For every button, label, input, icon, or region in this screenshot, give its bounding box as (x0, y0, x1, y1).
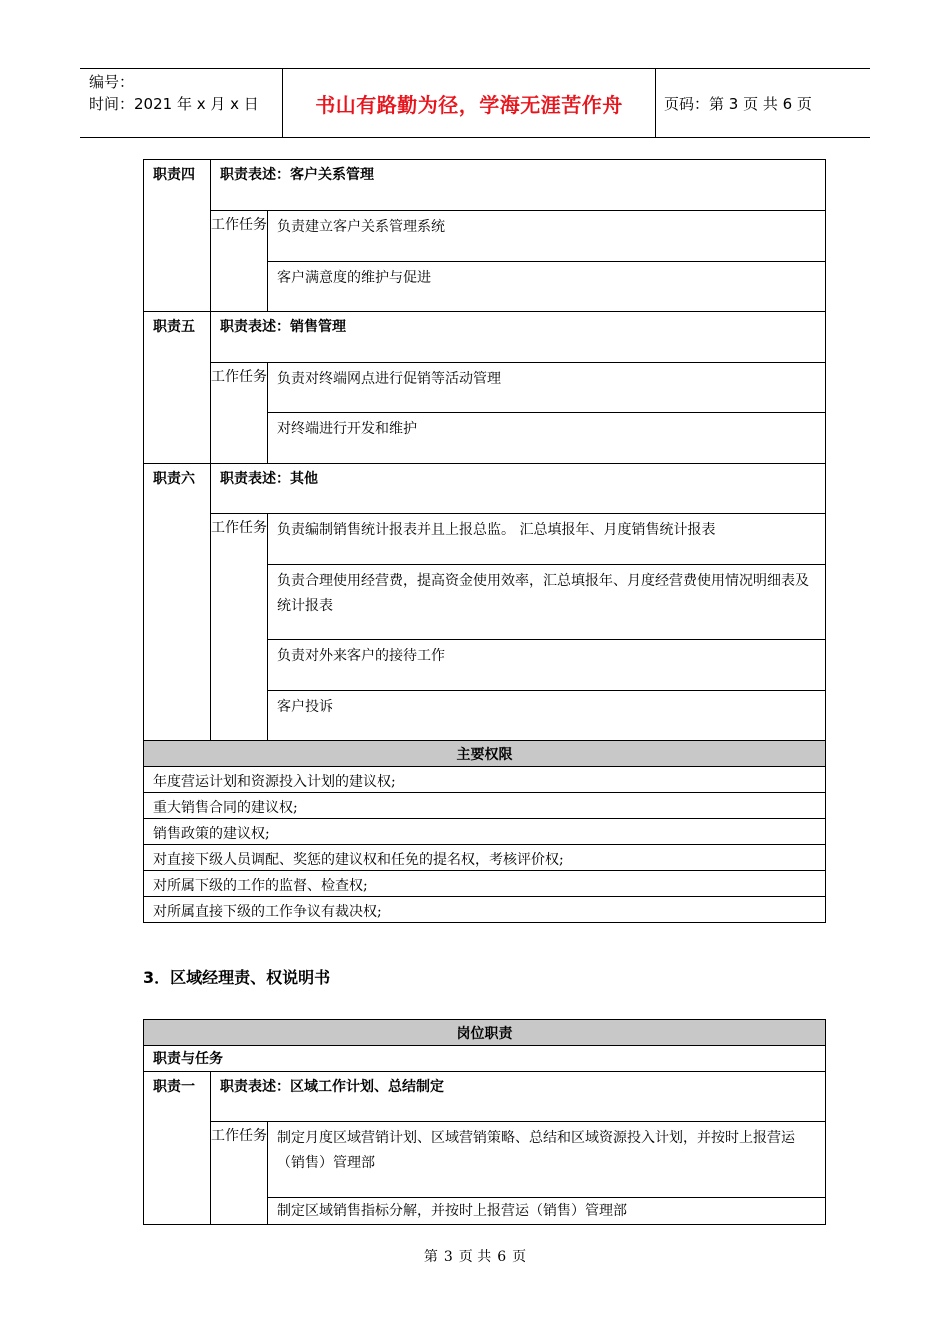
task-label: 工作任务 (211, 363, 268, 464)
task-item: 负责对终端网点进行促销等活动管理 (268, 363, 826, 413)
regional-subtitle: 职责与任务 (144, 1046, 826, 1072)
footer-page-number: 3 (443, 1249, 453, 1265)
authority-header-row (144, 741, 826, 767)
duty-label: 职责六 (144, 464, 211, 741)
duty-row (144, 1072, 826, 1122)
task-item: 制定月度区域营销计划、区域营销策略、总结和区域资源投入计划，并按时上报营运（销售）管理部 (268, 1122, 826, 1198)
task-label: 工作任务 (211, 211, 268, 312)
regional-subtitle-row (144, 1046, 826, 1072)
document-number-label: 编号： (89, 73, 135, 91)
header-meta-cell (80, 69, 283, 137)
authority-item: 销售政策的建议权; (144, 819, 826, 845)
motto-text: 书山有路勤为径，学海无涯苦作舟 (315, 92, 623, 117)
task-item: 负责建立客户关系管理系统 (268, 211, 826, 262)
regional-header-row (144, 1020, 826, 1046)
authority-item: 年度营运计划和资源投入计划的建议权; (144, 767, 826, 793)
task-row (144, 211, 826, 262)
task-row (144, 514, 826, 565)
task-item: 负责对外来客户的接待工作 (268, 640, 826, 691)
authority-title: 主要权限 (144, 741, 826, 767)
header-motto-cell (283, 69, 656, 137)
duty-description: 职责表述：客户关系管理 (211, 160, 826, 211)
footer-prefix: 第 (423, 1249, 438, 1265)
task-item: 负责编制销售统计报表并且上报总监。 汇总填报年、月度销售统计报表 (268, 514, 826, 565)
authority-item: 对所属直接下级的工作争议有裁决权; (144, 897, 826, 923)
authority-row (144, 897, 826, 923)
duty-label: 职责五 (144, 312, 211, 464)
duty-row (144, 464, 826, 514)
duty-label: 职责一 (144, 1072, 211, 1225)
task-item: 负责合理使用经营费，提高资金使用效率，汇总填报年、月度经营费使用情况明细表及统计报表 (268, 565, 826, 640)
regional-duties-table (143, 1019, 826, 1225)
authority-item: 重大销售合同的建议权; (144, 793, 826, 819)
authority-row (144, 793, 826, 819)
duty-label: 职责四 (144, 160, 211, 312)
regional-band-title: 岗位职责 (144, 1020, 826, 1046)
footer-total-pages: 6 (497, 1249, 507, 1265)
duty-description: 职责表述：销售管理 (211, 312, 826, 363)
authority-row (144, 819, 826, 845)
task-item: 制定区域销售指标分解，并按时上报营运（销售）管理部 (268, 1198, 826, 1225)
task-label: 工作任务 (211, 514, 268, 741)
task-item: 对终端进行开发和维护 (268, 413, 826, 464)
duty-description: 职责表述：其他 (211, 464, 826, 514)
duties-table (143, 159, 826, 923)
duty-row (144, 160, 826, 211)
authority-row (144, 871, 826, 897)
task-row (144, 1122, 826, 1198)
duty-row (144, 312, 826, 363)
header-page-cell (656, 69, 870, 137)
task-label: 工作任务 (211, 1122, 268, 1225)
page-code: 页码：第 3 页 共 6 页 (664, 94, 812, 113)
task-item: 客户投诉 (268, 691, 826, 741)
page-footer (0, 1246, 950, 1266)
footer-mid: 页 共 (458, 1249, 492, 1265)
page-header (80, 68, 870, 138)
duty-description: 职责表述：区域工作计划、总结制定 (211, 1072, 826, 1122)
authority-item: 对直接下级人员调配、奖惩的建议权和任免的提名权，考核评价权; (144, 845, 826, 871)
authority-row (144, 767, 826, 793)
authority-row (144, 845, 826, 871)
footer-suffix: 页 (512, 1249, 527, 1265)
task-row (144, 363, 826, 413)
task-item: 客户满意度的维护与促进 (268, 262, 826, 312)
section-title: 3．区域经理责、权说明书 (143, 968, 331, 987)
document-date-label: 时间：2021 年 x 月 x 日 (89, 95, 259, 113)
authority-item: 对所属下级的工作的监督、检查权; (144, 871, 826, 897)
